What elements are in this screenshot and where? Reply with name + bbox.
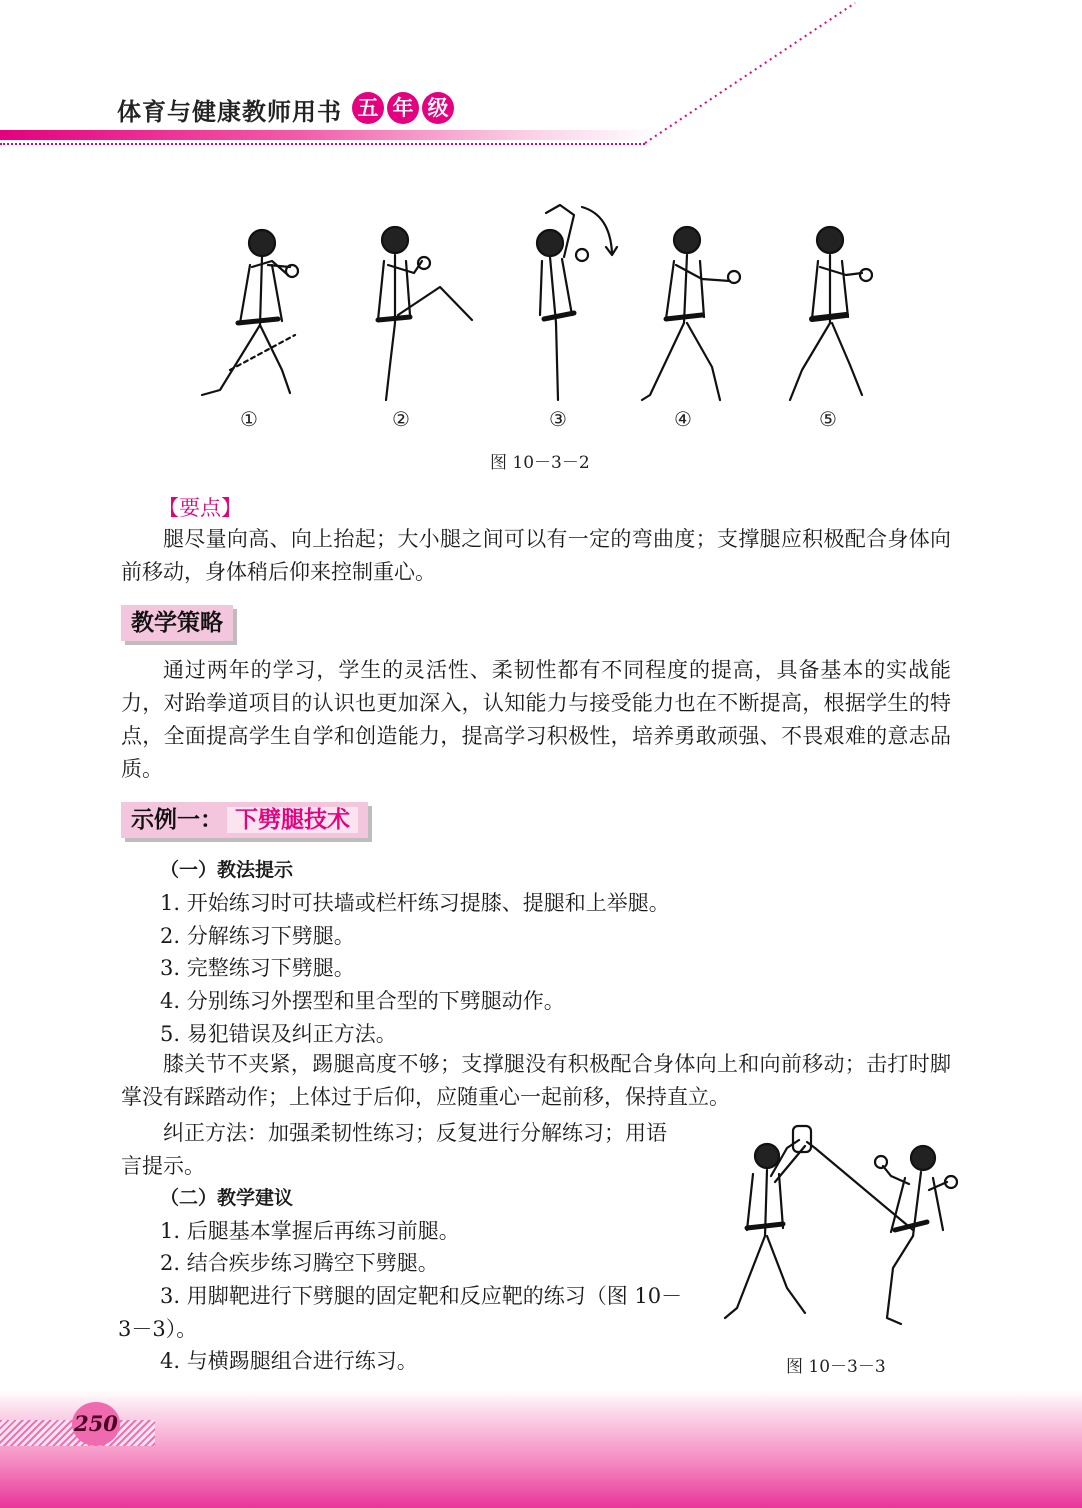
figure-step-4 xyxy=(642,227,740,400)
correction-line-1: 纠正方法：加强柔韧性练习；反复进行分解练习；用语 xyxy=(163,1121,667,1145)
book-title: 体育与健康教师用书 xyxy=(117,97,342,126)
step-label-5: ⑤ xyxy=(819,407,837,431)
example-prefix: 示例一： xyxy=(131,807,223,833)
step-label-4: ④ xyxy=(674,407,692,431)
grade-char-3: 级 xyxy=(422,92,454,124)
figure-step-2 xyxy=(378,227,472,400)
step-label-3: ③ xyxy=(549,407,567,431)
suggestion-item-2: 2. 结合疾步练习腾空下劈腿。 xyxy=(160,1251,439,1275)
strategy-title: 教学策略 xyxy=(131,610,223,636)
suggestion-item-3-line-1: 3. 用脚靶进行下劈腿的固定靶和反应靶的练习（图 10－ xyxy=(160,1284,683,1308)
suggestions-heading: （二）教学建议 xyxy=(160,1187,294,1209)
figure-step-1 xyxy=(202,230,298,395)
strategy-text: 通过两年的学习，学生的灵活性、柔韧性都有不同程度的提高，具备基本的实战能力，对跆拳道项目的认识也更加深入，认知能力与接受能力也在不断提高，根据学生的特点，全面提高学生自学和创造能力，提高学习积极性，培养勇敢顽强、不畏艰难的意志品质。 xyxy=(121,658,951,781)
header-bar xyxy=(0,130,660,140)
suggestion-item-1: 1. 后腿基本掌握后再练习前腿。 xyxy=(160,1219,460,1243)
page-number: 250 xyxy=(72,1402,120,1446)
method-item-1: 1. 开始练习时可扶墙或栏杆练习提膝、提腿和上举腿。 xyxy=(160,891,670,915)
footer-band xyxy=(0,1390,1082,1508)
figure-step-3 xyxy=(537,205,617,400)
section-banner-strategy xyxy=(121,605,233,641)
section-banner-example xyxy=(121,802,368,838)
step-label-1: ① xyxy=(240,407,258,431)
methods-heading: （一）教法提示 xyxy=(160,859,294,881)
correction-line-2: 言提示。 xyxy=(121,1154,205,1178)
figure-caption-1: 图 10－3－2 xyxy=(490,453,590,473)
errors-text: 膝关节不夹紧，踢腿高度不够；支撑腿没有积极配合身体向上和向前移动；击打时脚掌没有踩踏动作；上体过于后仰，应随重心一起前移，保持直立。 xyxy=(121,1052,951,1109)
figure-caption-2: 图 10－3－3 xyxy=(786,1357,886,1377)
figure-pad-drill xyxy=(715,1118,960,1338)
header-dotted-rule xyxy=(0,143,645,145)
key-points-title: 【要点】 xyxy=(158,496,242,520)
figure-axe-kick-sequence xyxy=(190,195,890,415)
method-item-5: 5. 易犯错误及纠正方法。 xyxy=(160,1022,397,1046)
header-diagonal-dots xyxy=(640,0,860,146)
grade-char-2: 年 xyxy=(387,92,419,124)
method-item-2: 2. 分解练习下劈腿。 xyxy=(160,924,355,948)
step-label-2: ② xyxy=(392,407,410,431)
key-points-text: 腿尽量向高、向上抬起；大小腿之间可以有一定的弯曲度；支撑腿应积极配合身体向前移动，身体稍后仰来控制重心。 xyxy=(121,527,951,584)
suggestion-item-4: 4. 与横踢腿组合进行练习。 xyxy=(160,1349,418,1373)
grade-char-1: 五 xyxy=(352,92,384,124)
figure-step-5 xyxy=(790,227,872,400)
example-title: 下劈腿技术 xyxy=(227,807,358,833)
suggestion-item-3-line-2: 3－3）。 xyxy=(118,1317,198,1341)
method-item-4: 4. 分别练习外摆型和里合型的下劈腿动作。 xyxy=(160,989,565,1013)
method-item-3: 3. 完整练习下劈腿。 xyxy=(160,956,355,980)
